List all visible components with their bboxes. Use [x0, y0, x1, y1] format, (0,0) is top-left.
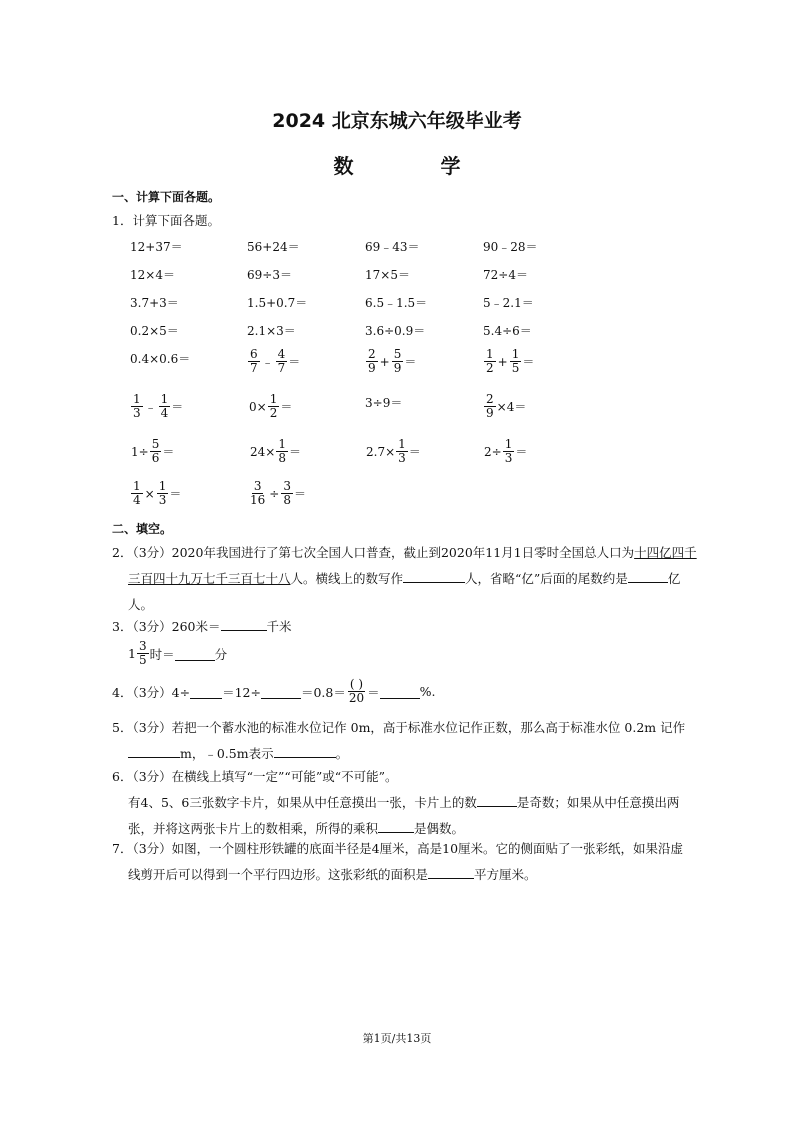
calc-item: 3.6÷0.9＝: [365, 324, 426, 338]
calc-item: 56+24＝: [247, 240, 300, 254]
answer-blank[interactable]: [175, 646, 215, 661]
page-title: 2024 北京东城六年级毕业考: [272, 110, 522, 132]
calc-item: 72÷4＝: [483, 268, 528, 282]
fraction: $\frac{1}{5}$: [511, 347, 520, 375]
calc-item-fraction: 24× $\frac{1}{8}$ ＝: [250, 437, 301, 465]
calc-item-fraction: $\frac{1}{2}$ + $\frac{1}{5}$ ＝: [486, 347, 535, 375]
calc-item-fraction: 2.7× $\frac{1}{3}$ ＝: [366, 437, 421, 465]
question-6: 6．（3分）在横线上填写“一定”“可能”或“不可能”。 有4、5、6三张数字卡片，如果从中任意摸出一张，卡片上的数 是奇数；如果从中任意摸出两 张，并将这两张卡片上的数相乘，所得的乘积 是偶数。: [112, 769, 680, 836]
calc-item-fraction: $\frac{6}{7}$ ﹣ $\frac{4}{7}$ ＝: [250, 347, 301, 375]
calc-item-fraction: $\frac{2}{9}$ ×4＝: [486, 392, 527, 420]
fraction: $\frac{( )}{20}$: [348, 677, 365, 705]
calc-item-fraction: $\frac{3}{16}$ ÷ $\frac{3}{8}$ ＝: [250, 479, 306, 507]
question-1-label: 1．计算下面各题。: [112, 213, 220, 228]
page-footer: 第1页/共13页: [362, 1032, 432, 1045]
calc-item-fraction: $\frac{2}{9}$ + $\frac{5}{9}$ ＝: [368, 347, 417, 375]
fraction: $\frac{2}{9}$: [486, 392, 494, 420]
calc-item-fraction: 1÷ $\frac{5}{6}$ ＝: [131, 437, 175, 465]
calc-item: 12+37＝: [130, 240, 183, 254]
fraction: $\frac{1}{2}$: [486, 347, 494, 375]
question-5: 5．（3分）若把一个蓄水池的标准水位记作 0m，高于标准水位记作正数，那么高于标准水位 0.2m 记作 m，﹣0.5m表示 。: [112, 720, 686, 761]
calc-item: 5.4÷6＝: [483, 324, 532, 338]
answer-blank[interactable]: [477, 792, 517, 807]
question-2: 2．（3分）2020年我国进行了第七次全国人口普查，截止到2020年11月1日零时全国总人口为十四亿四千 三百四十九万七千三百七十八人。横线上的数写作 人，省略“亿”后面的尾数约是 亿 人。: [112, 545, 697, 612]
question-3-line2: 1 $\frac{3}{5}$ 时＝ 分: [128, 639, 228, 667]
calc-item: 3÷9＝: [365, 396, 403, 410]
calc-item: 0.2×5＝: [130, 324, 179, 338]
fraction: $\frac{3}{8}$: [283, 479, 291, 507]
fraction: $\frac{1}{3}$: [158, 479, 167, 507]
answer-blank[interactable]: [190, 684, 222, 699]
calc-item: 1.5+0.7＝: [247, 296, 308, 310]
fraction: $\frac{4}{7}$: [277, 347, 286, 375]
section-heading-calc: 一、计算下面各题。: [112, 190, 221, 204]
calc-item-fraction: $\frac{1}{4}$ × $\frac{1}{3}$ ＝: [133, 479, 182, 507]
answer-blank[interactable]: [221, 616, 267, 631]
question-4: 4．（3分）4÷ ＝12÷ ＝0.8＝ $\frac{( )}{20}$ ＝ %.: [112, 677, 436, 705]
answer-blank[interactable]: [261, 684, 301, 699]
answer-blank[interactable]: [378, 818, 414, 833]
fraction: $\frac{5}{6}$: [151, 437, 160, 465]
fraction: $\frac{1}{3}$: [504, 437, 513, 465]
fraction: $\frac{1}{2}$: [269, 392, 278, 420]
fraction: $\frac{3}{5}$: [138, 639, 147, 667]
fraction: $\frac{5}{9}$: [393, 347, 402, 375]
fraction: $\frac{6}{7}$: [250, 347, 258, 375]
calc-item: 69﹣43＝: [365, 240, 420, 254]
fraction: $\frac{1}{4}$: [133, 479, 141, 507]
fraction: $\frac{1}{8}$: [278, 437, 286, 465]
fraction: $\frac{3}{16}$: [250, 479, 266, 507]
calc-item: 17×5＝: [365, 268, 410, 282]
fraction: $\frac{1}{4}$: [160, 392, 169, 420]
calc-item: 90﹣28＝: [483, 240, 538, 254]
calc-item: 6.5﹣1.5＝: [365, 296, 428, 310]
answer-blank[interactable]: [403, 568, 465, 583]
fraction: $\frac{2}{9}$: [368, 347, 376, 375]
answer-blank[interactable]: [628, 568, 668, 583]
answer-blank[interactable]: [274, 743, 336, 758]
fraction: $\frac{1}{3}$: [133, 392, 141, 420]
answer-blank[interactable]: [428, 864, 474, 879]
answer-blank[interactable]: [128, 743, 180, 758]
calc-item: 69÷3＝: [247, 268, 292, 282]
calc-item: 12×4＝: [130, 268, 175, 282]
section-heading-fill: 二、填空。: [112, 522, 173, 536]
calc-item: 3.7+3＝: [130, 296, 179, 310]
question-7: 7．（3分）如图，一个圆柱形铁罐的底面半径是4厘米，高是10厘米。它的侧面贴了一张彩纸，如果沿虚 线剪开后可以得到一个平行四边形。这张彩纸的面积是 平方厘米。: [112, 841, 684, 882]
answer-blank[interactable]: [380, 684, 420, 699]
calc-item-fraction: 0× $\frac{1}{2}$ ＝: [249, 392, 293, 420]
calc-item-fraction: 2÷ $\frac{1}{3}$ ＝: [484, 437, 528, 465]
calc-item-fraction: $\frac{1}{3}$ ﹣ $\frac{1}{4}$ ＝: [133, 392, 184, 420]
question-3: 3．（3分）260米＝ 千米: [112, 614, 690, 640]
subject-title: 数 学: [333, 154, 501, 178]
calc-item: 2.1×3＝: [247, 324, 296, 338]
fraction: $\frac{1}{3}$: [398, 437, 406, 465]
calc-item: 0.4×0.6＝: [130, 352, 191, 366]
calc-item: 5﹣2.1＝: [483, 296, 534, 310]
